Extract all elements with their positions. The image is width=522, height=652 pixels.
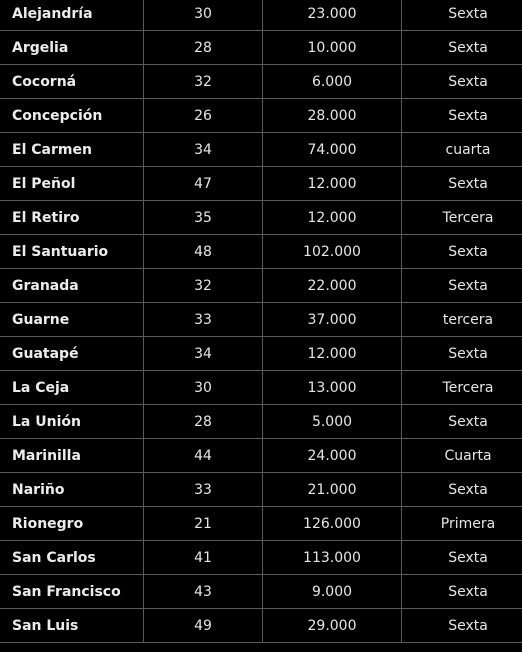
cell-municipio: Cocorná bbox=[0, 65, 144, 99]
table-row bbox=[0, 269, 522, 303]
table-row bbox=[0, 371, 522, 405]
cell-col2: 32 bbox=[144, 269, 263, 303]
table-row bbox=[0, 99, 522, 133]
cell-col3: 29.000 bbox=[263, 609, 402, 643]
cell-municipio: El Carmen bbox=[0, 133, 144, 167]
cell-col3: 5.000 bbox=[263, 405, 402, 439]
cell-municipio: Nariño bbox=[0, 473, 144, 507]
cell-col2: 26 bbox=[144, 99, 263, 133]
cell-col3: 9.000 bbox=[263, 575, 402, 609]
cell-municipio: Marinilla bbox=[0, 439, 144, 473]
cell-col4: Sexta bbox=[402, 269, 522, 303]
cell-col3: 12.000 bbox=[263, 337, 402, 371]
cell-col4: Sexta bbox=[402, 405, 522, 439]
table-row bbox=[0, 473, 522, 507]
cell-col4: tercera bbox=[402, 303, 522, 337]
cell-col2: 35 bbox=[144, 201, 263, 235]
table-row bbox=[0, 0, 522, 31]
cell-col3: 12.000 bbox=[263, 201, 402, 235]
table-row bbox=[0, 405, 522, 439]
cell-municipio: Granada bbox=[0, 269, 144, 303]
table-row bbox=[0, 609, 522, 643]
table-row bbox=[0, 31, 522, 65]
cell-municipio: San Carlos bbox=[0, 541, 144, 575]
cell-col2: 34 bbox=[144, 133, 263, 167]
cell-col4: cuarta bbox=[402, 133, 522, 167]
cell-col2: 21 bbox=[144, 507, 263, 541]
cell-col2: 28 bbox=[144, 405, 263, 439]
table-row bbox=[0, 303, 522, 337]
cell-col3: 28.000 bbox=[263, 99, 402, 133]
cell-col4: Sexta bbox=[402, 65, 522, 99]
table-row bbox=[0, 439, 522, 473]
cell-municipio: El Retiro bbox=[0, 201, 144, 235]
cell-col4: Sexta bbox=[402, 0, 522, 31]
cell-col3: 12.000 bbox=[263, 167, 402, 201]
cell-col3: 21.000 bbox=[263, 473, 402, 507]
cell-col4: Sexta bbox=[402, 575, 522, 609]
table-row bbox=[0, 337, 522, 371]
cell-municipio: Guatapé bbox=[0, 337, 144, 371]
cell-col3: 126.000 bbox=[263, 507, 402, 541]
table-row bbox=[0, 507, 522, 541]
cell-municipio: Alejandría bbox=[0, 0, 144, 31]
cell-municipio: El Santuario bbox=[0, 235, 144, 269]
cell-col2: 48 bbox=[144, 235, 263, 269]
cell-col4: Sexta bbox=[402, 99, 522, 133]
cell-col4: Sexta bbox=[402, 609, 522, 643]
table-row bbox=[0, 167, 522, 201]
cell-col3: 113.000 bbox=[263, 541, 402, 575]
cell-col2: 49 bbox=[144, 609, 263, 643]
cell-col3: 37.000 bbox=[263, 303, 402, 337]
cell-col4: Sexta bbox=[402, 31, 522, 65]
table-row bbox=[0, 235, 522, 269]
cell-col2: 43 bbox=[144, 575, 263, 609]
cell-col4: Sexta bbox=[402, 235, 522, 269]
cell-municipio: San Luis bbox=[0, 609, 144, 643]
cell-col4: Cuarta bbox=[402, 439, 522, 473]
cell-municipio: San Francisco bbox=[0, 575, 144, 609]
cell-municipio: Argelia bbox=[0, 31, 144, 65]
cell-municipio: Concepción bbox=[0, 99, 144, 133]
cell-municipio: La Ceja bbox=[0, 371, 144, 405]
cell-col3: 13.000 bbox=[263, 371, 402, 405]
cell-col3: 74.000 bbox=[263, 133, 402, 167]
cell-col3: 6.000 bbox=[263, 65, 402, 99]
cell-col2: 44 bbox=[144, 439, 263, 473]
cell-col2: 32 bbox=[144, 65, 263, 99]
cell-col2: 41 bbox=[144, 541, 263, 575]
cell-col2: 34 bbox=[144, 337, 263, 371]
cell-municipio: Guarne bbox=[0, 303, 144, 337]
cell-col4: Tercera bbox=[402, 371, 522, 405]
table-row bbox=[0, 201, 522, 235]
cell-municipio: El Peñol bbox=[0, 167, 144, 201]
cell-col4: Tercera bbox=[402, 201, 522, 235]
cell-col3: 102.000 bbox=[263, 235, 402, 269]
cell-col2: 30 bbox=[144, 0, 263, 31]
cell-municipio: La Unión bbox=[0, 405, 144, 439]
cell-col4: Primera bbox=[402, 507, 522, 541]
cell-col2: 30 bbox=[144, 371, 263, 405]
cell-col3: 24.000 bbox=[263, 439, 402, 473]
cell-col3: 23.000 bbox=[263, 0, 402, 31]
cell-col2: 33 bbox=[144, 473, 263, 507]
table-row bbox=[0, 541, 522, 575]
cell-col4: Sexta bbox=[402, 167, 522, 201]
cell-municipio: Rionegro bbox=[0, 507, 144, 541]
table-row bbox=[0, 133, 522, 167]
table-row bbox=[0, 575, 522, 609]
cell-col3: 10.000 bbox=[263, 31, 402, 65]
cell-col3: 22.000 bbox=[263, 269, 402, 303]
cell-col4: Sexta bbox=[402, 541, 522, 575]
table-row bbox=[0, 65, 522, 99]
cell-col4: Sexta bbox=[402, 473, 522, 507]
cell-col4: Sexta bbox=[402, 337, 522, 371]
cell-col2: 28 bbox=[144, 31, 263, 65]
cell-col2: 33 bbox=[144, 303, 263, 337]
cell-col2: 47 bbox=[144, 167, 263, 201]
